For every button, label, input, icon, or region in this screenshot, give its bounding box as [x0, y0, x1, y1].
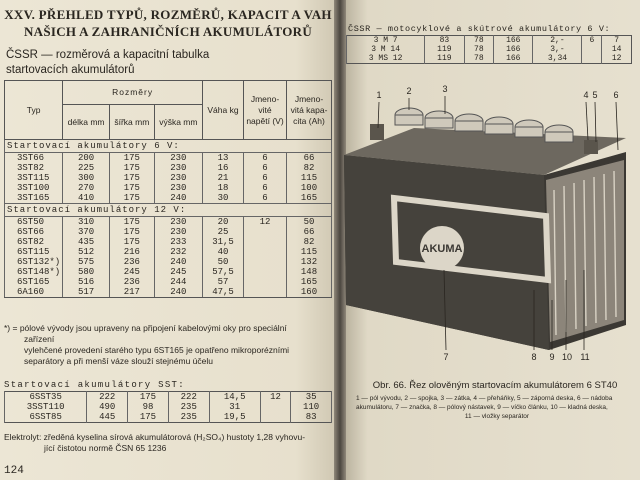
callout-number-11: 11 [580, 352, 590, 362]
table-cell: 110 [291, 402, 332, 412]
table-cell: 50 [203, 257, 244, 267]
table-cell: 2,- [533, 36, 582, 46]
callout-number-3: 3 [442, 84, 448, 94]
callout-number-4: 4 [583, 90, 589, 100]
table-cell: 115 [287, 247, 332, 257]
sst-table [4, 391, 332, 423]
legend-line-1: 1 — pól vývodu, 2 — spojka, 3 — zátka, 4 — přeháňky, 5 — záporná deska, 6 — nádoba [356, 395, 613, 402]
callout-number-10: 10 [561, 352, 573, 362]
moto-table-title: ČSSR — motocyklové a skútrové akumulátory 6 V: [348, 24, 611, 34]
moto-table [346, 35, 632, 64]
table-row [5, 267, 332, 277]
table-cell: 6SST35 [5, 392, 87, 403]
table-cell [244, 267, 287, 277]
table-cell: 31 [209, 402, 260, 412]
table-cell: 3ST165 [5, 193, 63, 204]
footnote-line-4: separátory a při menší váze slouží stejnému účelu [24, 356, 213, 366]
table-cell: 47,5 [203, 287, 244, 298]
table-cell [260, 402, 290, 412]
table-cell: 175 [109, 217, 154, 228]
table-cell: 230 [154, 153, 202, 164]
table-cell: 175 [109, 227, 154, 237]
table-cell: 3ST82 [5, 163, 63, 173]
table-cell [244, 237, 287, 247]
table-cell: 410 [63, 193, 110, 204]
table-cell: 175 [109, 153, 154, 164]
header-napeti: Jmeno-vité napětí (V) [244, 81, 287, 140]
table-cell: 175 [109, 173, 154, 183]
table-cell: 230 [154, 163, 202, 173]
table-cell: 6 [244, 183, 287, 193]
table-cell: 6SST85 [5, 412, 87, 423]
figure-legend [356, 394, 638, 421]
table-row [5, 277, 332, 287]
table-row [5, 287, 332, 298]
table-cell: 244 [154, 277, 202, 287]
table-cell: 50 [287, 217, 332, 228]
table-cell: 200 [63, 153, 110, 164]
battery-spec-table [4, 80, 332, 298]
table-cell: 166 [494, 36, 533, 46]
table-cell: 175 [109, 193, 154, 204]
table-cell: 6 [582, 36, 602, 46]
table-cell: 165 [287, 277, 332, 287]
table-cell: 3SST110 [5, 402, 87, 412]
table-cell: 225 [63, 163, 110, 173]
table-cell: 12 [260, 392, 290, 403]
table-subtitle [6, 48, 236, 78]
table-cell: 35 [291, 392, 332, 403]
table-cell: 445 [87, 412, 128, 423]
table-row [5, 257, 332, 267]
table-cell: 6ST165 [5, 277, 63, 287]
table-cell: 19,5 [209, 412, 260, 423]
table-cell: 3ST115 [5, 173, 63, 183]
table-cell: 240 [154, 257, 202, 267]
table-cell: 230 [154, 183, 202, 193]
moto-row [347, 54, 632, 64]
table-cell: 83 [425, 36, 464, 46]
table-cell: 6 [244, 153, 287, 164]
battery-illustration [334, 80, 640, 380]
table-cell: 78 [464, 36, 494, 46]
table-cell: 6ST66 [5, 227, 63, 237]
footnote-line-3: vylehčené provedení starého typu 6ST165 je opatřeno mikroporézními [24, 345, 290, 355]
terminal-icon [370, 124, 384, 140]
table-cell: 3,- [533, 45, 582, 54]
legend-line-2: akumulátoru, 7 — značka, 8 — pólový nástavek, 9 — víčko článku, 10 — kladná deska, [356, 404, 608, 411]
chapter-title [0, 6, 336, 40]
chapter-title-line-1: XXV. PŘEHLED TYPŮ, ROZMĚRŮ, KAPACIT A VAH [4, 7, 332, 22]
table-cell: 245 [109, 267, 154, 277]
table-row [5, 227, 332, 237]
table-cell: 240 [154, 193, 202, 204]
electrolyte-note [4, 432, 334, 454]
section-6v-label: Startovací akumulátory 6 V: [5, 140, 332, 153]
page-number: 124 [4, 465, 24, 477]
table-cell: 236 [109, 277, 154, 287]
header-vaha: Váha kg [203, 81, 244, 140]
table-cell: 233 [154, 237, 202, 247]
table-cell: 119 [425, 54, 464, 64]
table-cell: 3 M 7 [347, 36, 425, 46]
subtitle-line-2: startovacích akumulátorů [6, 64, 135, 76]
table-cell: 245 [154, 267, 202, 277]
table-cell: 100 [287, 183, 332, 193]
table-cell: 98 [128, 402, 169, 412]
table-cell: 236 [109, 257, 154, 267]
table-cell: 516 [63, 277, 110, 287]
table-cell: 25 [203, 227, 244, 237]
table-cell: 82 [287, 163, 332, 173]
table-cell: 31,5 [203, 237, 244, 247]
table-cell: 165 [287, 193, 332, 204]
table-cell [244, 287, 287, 298]
electrolyte-line-1: Elektrolyt: zředěná kyselina sírová akumulátorová (H₂SO₄) hustoty 1,28 vyhovu- [4, 432, 306, 442]
table-row [5, 217, 332, 228]
table-cell: 160 [287, 287, 332, 298]
table-cell: 6ST50 [5, 217, 63, 228]
table-cell: 57,5 [203, 267, 244, 277]
legend-line-3: 11 — vložky separátor [464, 413, 530, 420]
table-cell [244, 277, 287, 287]
table-cell: 175 [128, 392, 169, 403]
sst-row [5, 402, 332, 412]
callout-number-9: 9 [549, 352, 555, 362]
table-cell: 6ST148*) [5, 267, 63, 277]
table-cell: 6 [244, 193, 287, 204]
table-cell: 6ST115 [5, 247, 63, 257]
table-cell: 512 [63, 247, 110, 257]
table-cell [582, 45, 602, 54]
table-cell: 222 [168, 392, 209, 403]
chapter-title-line-2: NAŠICH A ZAHRANIČNÍCH AKUMULÁTORŮ [23, 24, 313, 39]
table-cell: 230 [154, 227, 202, 237]
table-row [5, 193, 332, 204]
table-cell: 6ST82 [5, 237, 63, 247]
table-cell: 119 [425, 45, 464, 54]
table-cell: 235 [168, 402, 209, 412]
table-cell: 3 MS 12 [347, 54, 425, 64]
header-kapacita: Jmeno-vitá kapa-cita (Ah) [287, 81, 332, 140]
table-cell: 435 [63, 237, 110, 247]
table-cell: 370 [63, 227, 110, 237]
table-cell: 230 [154, 173, 202, 183]
subtitle-line-1: ČSSR — rozměrová a kapacitní tabulka [6, 49, 210, 61]
table-cell: 14 [602, 45, 632, 54]
table-cell: 166 [494, 54, 533, 64]
table-cell [244, 227, 287, 237]
table-cell: 12 [244, 217, 287, 228]
callout-number-2: 2 [406, 86, 412, 96]
table-cell: 78 [464, 54, 494, 64]
table-cell: 30 [203, 193, 244, 204]
table-cell: 230 [154, 217, 202, 228]
footnote [4, 323, 334, 367]
table-cell: 40 [203, 247, 244, 257]
table-cell: 18 [203, 183, 244, 193]
table-cell: 14,5 [209, 392, 260, 403]
table-cell: 78 [464, 45, 494, 54]
table-cell: 148 [287, 267, 332, 277]
table-cell: 517 [63, 287, 110, 298]
table-cell: 7 [602, 36, 632, 46]
callout-number-8: 8 [531, 352, 537, 362]
table-cell: 115 [287, 173, 332, 183]
header-delka: délka mm [63, 105, 110, 140]
table-row [5, 183, 332, 193]
electrolyte-line-2: jící čistotou normě ČSN 65 1236 [44, 443, 167, 453]
sst-row [5, 412, 332, 423]
table-cell: 300 [63, 173, 110, 183]
table-cell: 166 [494, 45, 533, 54]
table-row [5, 153, 332, 164]
table-cell: 490 [87, 402, 128, 412]
figure-caption: Obr. 66. Řez olověným startovacím akumulátorem 6 ST40 [372, 380, 618, 391]
section-12v [5, 204, 332, 217]
callout-number-5: 5 [592, 90, 598, 100]
table-cell: 21 [203, 173, 244, 183]
table-cell: 222 [87, 392, 128, 403]
table-row [5, 173, 332, 183]
header-typ: Typ [5, 81, 63, 140]
table-cell: 175 [109, 163, 154, 173]
table-cell: 6 [244, 163, 287, 173]
table-cell: 82 [287, 237, 332, 247]
table-cell: 580 [63, 267, 110, 277]
moto-row [347, 45, 632, 54]
table-cell: 3 M 14 [347, 45, 425, 54]
table-cell: 16 [203, 163, 244, 173]
table-cell [260, 412, 290, 423]
table-cell: 3ST66 [5, 153, 63, 164]
callout-number-1: 1 [376, 90, 382, 100]
table-row [5, 247, 332, 257]
table-cell: 66 [287, 227, 332, 237]
table-cell: 132 [287, 257, 332, 267]
table-cell: 235 [168, 412, 209, 423]
table-cell: 12 [602, 54, 632, 64]
table-cell: 6A160 [5, 287, 63, 298]
table-row [5, 163, 332, 173]
footnote-line-1: *) = pólové vývody jsou upraveny na připojení kabelovými oky pro speciální [4, 323, 287, 333]
table-cell: 66 [287, 153, 332, 164]
sst-row [5, 392, 332, 403]
table-cell: 232 [154, 247, 202, 257]
header-rozmery: Rozměry [63, 81, 203, 105]
table-cell: 13 [203, 153, 244, 164]
header-vyska: výška mm [154, 105, 202, 140]
table-cell [244, 257, 287, 267]
moto-row [347, 36, 632, 46]
table-cell [244, 247, 287, 257]
table-cell [582, 54, 602, 64]
table-cell: 3ST100 [5, 183, 63, 193]
table-cell: 6 [244, 173, 287, 183]
table-cell: 3,34 [533, 54, 582, 64]
footnote-line-2: zařízení [24, 334, 55, 344]
table-cell: 216 [109, 247, 154, 257]
table-cell: 83 [291, 412, 332, 423]
brand-logo-text: AKUMA [421, 243, 463, 255]
table-cell: 217 [109, 287, 154, 298]
table-cell: 175 [109, 183, 154, 193]
table-cell: 57 [203, 277, 244, 287]
header-sirka: šířka mm [109, 105, 154, 140]
table-cell: 20 [203, 217, 244, 228]
table-cell: 270 [63, 183, 110, 193]
table-cell: 240 [154, 287, 202, 298]
section-12v-label: Startovací akumulátory 12 V: [5, 204, 332, 217]
table-cell: 310 [63, 217, 110, 228]
table-row [5, 237, 332, 247]
table-cell: 6ST132*) [5, 257, 63, 267]
section-6v [5, 140, 332, 153]
sst-section-heading: Startovací akumulátory SST: [4, 380, 185, 390]
table-cell: 175 [109, 237, 154, 247]
table-cell: 575 [63, 257, 110, 267]
callout-number-7: 7 [443, 352, 449, 362]
callout-number-6: 6 [613, 90, 619, 100]
table-cell: 175 [128, 412, 169, 423]
